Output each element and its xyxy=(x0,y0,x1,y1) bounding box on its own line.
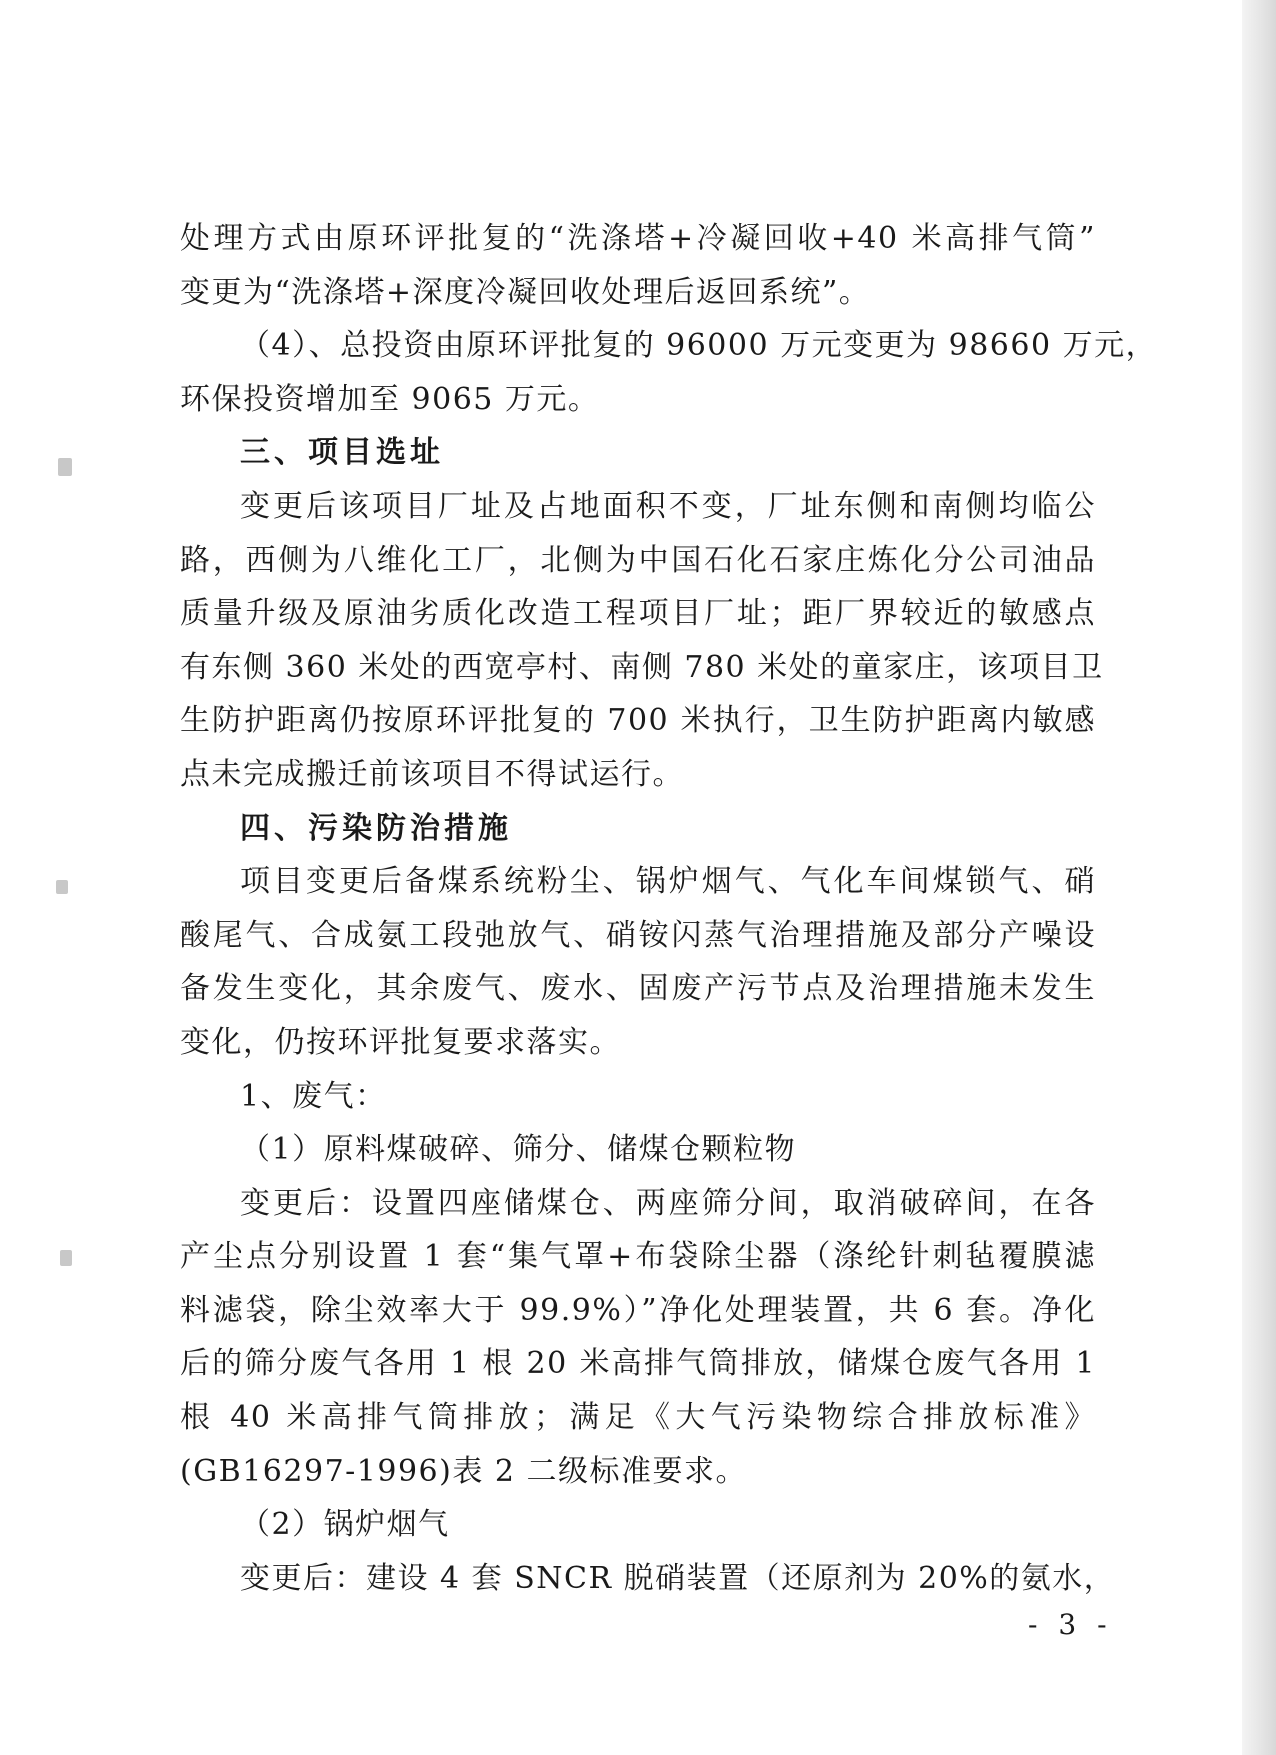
text-line: 质量升级及原油劣质化改造工程项目厂址；距厂界较近的敏感点 xyxy=(180,596,1096,632)
text-line: 点未完成搬迁前该项目不得试运行。 xyxy=(180,756,684,792)
text-line: 路，西侧为八维化工厂，北侧为中国石化石家庄炼化分公司油品 xyxy=(180,542,1096,578)
text-line: 处理方式由原环评批复的“洗涤塔+冷凝回收+40 米高排气筒” xyxy=(180,221,1096,256)
text-line: 项目变更后备煤系统粉尘、锅炉烟气、气化车间煤锁气、硝 xyxy=(240,864,1096,900)
binding-hole-mark xyxy=(56,880,68,894)
text-line: 酸尾气、合成氨工段弛放气、硝铵闪蒸气治理措施及部分产噪设 xyxy=(180,917,1096,953)
text-line: 变更为“洗涤塔+深度冷凝回收处理后返回系统”。 xyxy=(180,274,871,310)
section-heading-pollution: 四、污染防治措施 xyxy=(240,810,512,846)
text-line: 备发生变化，其余废气、废水、固废产污节点及治理措施未发生 xyxy=(180,971,1096,1007)
subsection-heading-gas: 1、废气： xyxy=(240,1078,387,1114)
text-line: 生防护距离仍按原环评批复的 700 米执行，卫生防护距离内敏感 xyxy=(180,703,1096,739)
text-line: 变更后：建设 4 套 SNCR 脱硝装置（还原剂为 20%的氨水， xyxy=(240,1560,1116,1596)
section-heading-site: 三、项目选址 xyxy=(240,435,444,471)
text-line: 料滤袋，除尘效率大于 99.9%）”净化处理装置，共 6 套。净化 xyxy=(180,1292,1096,1328)
item-heading: （1）原料煤破碎、筛分、储煤仓颗粒物 xyxy=(240,1132,797,1168)
text-line: （4）、总投资由原环评批复的 96000 万元变更为 98660 万元， xyxy=(240,328,1158,364)
binding-hole-mark xyxy=(60,1250,72,1266)
text-line: 环保投资增加至 9065 万元。 xyxy=(180,381,600,417)
binding-hole-mark xyxy=(58,458,72,476)
document-body xyxy=(180,212,1158,1605)
text-line: 产尘点分别设置 1 套“集气罩+布袋除尘器（涤纶针刺毡覆膜滤 xyxy=(180,1239,1096,1275)
item-heading: （2）锅炉烟气 xyxy=(240,1507,450,1543)
text-line: 变化，仍按环评批复要求落实。 xyxy=(180,1024,621,1060)
text-line: 变更后：设置四座储煤仓、两座筛分间，取消破碎间，在各 xyxy=(240,1185,1096,1221)
text-line: 变更后该项目厂址及占地面积不变，厂址东侧和南侧均临公 xyxy=(240,488,1096,524)
text-line: 根 40 米高排气筒排放；满足《大气污染物综合排放标准》 xyxy=(180,1400,1096,1436)
text-line: 有东侧 360 米处的西宽亭村、南侧 780 米处的童家庄，该项目卫 xyxy=(180,649,1104,685)
page-number: - 3 - xyxy=(1028,1608,1113,1641)
text-line: 后的筛分废气各用 1 根 20 米高排气筒排放，储煤仓废气各用 1 xyxy=(180,1346,1096,1382)
text-line: (GB16297-1996)表 2 二级标准要求。 xyxy=(180,1453,747,1489)
scan-page-edge xyxy=(1242,0,1276,1755)
